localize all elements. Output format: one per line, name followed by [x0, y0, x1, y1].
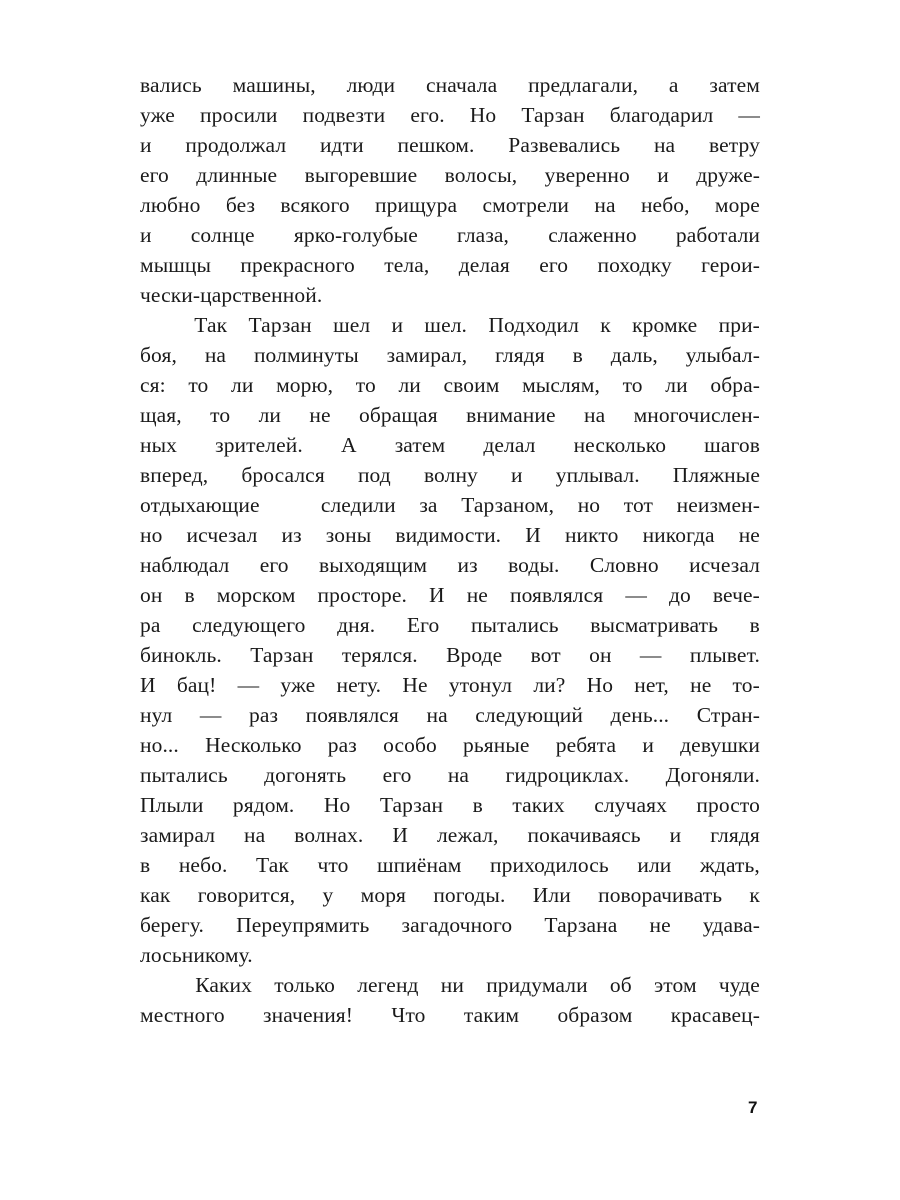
- text-line: [140, 970, 760, 1000]
- word: погоды.: [433, 883, 506, 907]
- word: идти: [319, 133, 364, 157]
- word: за: [419, 493, 438, 517]
- word: то: [622, 373, 643, 397]
- word: волну: [423, 463, 478, 487]
- word: любно: [140, 193, 201, 217]
- word: Что: [391, 1003, 426, 1027]
- word: нету.: [336, 673, 382, 697]
- word: прищура: [375, 193, 458, 217]
- word: море: [714, 193, 760, 217]
- word: появлялся: [509, 583, 604, 607]
- word: —: [625, 583, 647, 607]
- word: легенд: [357, 973, 419, 997]
- word: следующего: [192, 613, 306, 637]
- word: глядя: [710, 823, 760, 847]
- word: плывет.: [689, 643, 760, 667]
- word: А: [340, 433, 357, 457]
- word: тела,: [384, 253, 430, 277]
- word: шпиёнам: [377, 853, 462, 877]
- word: Так: [194, 313, 228, 337]
- word: но...: [140, 733, 179, 757]
- text-line: [140, 190, 760, 220]
- word: об: [609, 973, 632, 997]
- word: нул: [140, 703, 173, 727]
- paragraph: [140, 70, 760, 310]
- word: но: [140, 523, 163, 547]
- word: внимание: [466, 403, 556, 427]
- word: покачиваясь: [527, 823, 641, 847]
- word: то: [355, 373, 376, 397]
- word: в: [749, 613, 760, 637]
- word: отдыхающие: [140, 493, 260, 517]
- word: то-: [732, 673, 760, 697]
- word: Его: [406, 613, 440, 637]
- word: Тарзаном,: [461, 493, 555, 517]
- page-number: 7: [748, 1098, 758, 1117]
- word: И: [392, 823, 408, 847]
- text-line: [140, 520, 760, 550]
- word: герои-: [701, 253, 760, 277]
- word: боя,: [140, 343, 177, 367]
- word: небо.: [178, 853, 228, 877]
- word: —: [639, 643, 662, 667]
- word: моря: [360, 883, 407, 907]
- word: зоны: [325, 523, 372, 547]
- word: и: [657, 163, 669, 187]
- word: вече-: [712, 583, 760, 607]
- word: затем: [709, 73, 760, 97]
- word: Развевались: [508, 133, 621, 157]
- word: Не: [402, 673, 428, 697]
- word: глаза,: [457, 223, 510, 247]
- word: не: [649, 913, 671, 937]
- text-line: [140, 790, 760, 820]
- word: образом: [557, 1003, 633, 1027]
- text-line: [140, 370, 760, 400]
- text-line: [140, 70, 760, 100]
- word: появлялся: [305, 703, 399, 727]
- word: мышцы: [140, 253, 212, 277]
- word: гидроциклах.: [505, 763, 630, 787]
- word: своим: [443, 373, 500, 397]
- text-line: [140, 490, 760, 520]
- word: следующий: [475, 703, 583, 727]
- word: как: [140, 883, 171, 907]
- text-line: [140, 880, 760, 910]
- word: машины,: [232, 73, 316, 97]
- word: ра: [140, 613, 161, 637]
- word: рядом.: [232, 793, 295, 817]
- paragraph: [140, 970, 760, 1030]
- word: или: [637, 853, 672, 877]
- word: и: [140, 223, 152, 247]
- word: замирал,: [386, 343, 468, 367]
- word: делал: [483, 433, 536, 457]
- word: таким: [463, 1003, 520, 1027]
- text-line: [140, 310, 760, 340]
- word: и: [511, 463, 523, 487]
- word: не: [690, 673, 712, 697]
- word: —: [199, 703, 222, 727]
- text-line: [140, 820, 760, 850]
- word: уже: [140, 103, 175, 127]
- word: на: [244, 823, 266, 847]
- word: морю,: [276, 373, 334, 397]
- word: друже-: [696, 163, 760, 187]
- word: лежал,: [436, 823, 499, 847]
- word: на: [426, 703, 448, 727]
- word: Каких: [195, 973, 252, 997]
- word: тот: [623, 493, 654, 517]
- word: зрителей.: [215, 433, 303, 457]
- word: нет,: [634, 673, 669, 697]
- word: вались: [140, 73, 202, 97]
- text-line: [140, 730, 760, 760]
- word: его: [382, 763, 412, 787]
- word: в: [472, 793, 483, 817]
- word: Плыли: [140, 793, 204, 817]
- word: замирал: [140, 823, 216, 847]
- word: вот: [530, 643, 561, 667]
- word: его: [539, 253, 569, 277]
- word: уже: [280, 673, 316, 697]
- word: И: [140, 673, 156, 697]
- word: в: [572, 343, 583, 367]
- word: походку: [597, 253, 672, 277]
- text-line: [140, 850, 760, 880]
- word: красавец-: [670, 1003, 760, 1027]
- word: до: [668, 583, 691, 607]
- word: бинокль.: [140, 643, 222, 667]
- word: удава-: [702, 913, 760, 937]
- word: таких: [512, 793, 565, 817]
- text-line: [140, 430, 760, 460]
- word: берегу.: [140, 913, 204, 937]
- word: случаях: [594, 793, 667, 817]
- word: прекрасного: [240, 253, 355, 277]
- text-line: [140, 1000, 760, 1030]
- text-line: [140, 280, 760, 310]
- word: Несколько: [205, 733, 302, 757]
- word: он: [140, 583, 163, 607]
- word: шагов: [704, 433, 760, 457]
- paragraph: [140, 310, 760, 970]
- word: что: [317, 853, 349, 877]
- word: Подходил: [488, 313, 579, 337]
- text-line: [140, 220, 760, 250]
- word: ся:: [140, 373, 166, 397]
- word: пытались: [470, 613, 559, 637]
- word: дня.: [337, 613, 376, 637]
- word: ярко-голубые: [293, 223, 418, 247]
- word: на: [653, 133, 676, 157]
- word: И: [429, 583, 445, 607]
- word: догонять: [264, 763, 347, 787]
- word: выгоревшие: [304, 163, 418, 187]
- word: только: [274, 973, 336, 997]
- word: уплывал.: [555, 463, 640, 487]
- word: выходящим: [319, 553, 428, 577]
- word: предлагали,: [528, 73, 639, 97]
- word: девушки: [680, 733, 760, 757]
- word: значения!: [263, 1003, 354, 1027]
- word: ли: [258, 403, 282, 427]
- word: под: [357, 463, 391, 487]
- text-line: [140, 400, 760, 430]
- word: И: [525, 523, 541, 547]
- word: делая: [458, 253, 510, 277]
- word: Тарзана: [544, 913, 618, 937]
- text-line: [140, 460, 760, 490]
- word: особо: [383, 733, 437, 757]
- word: подвезти: [302, 103, 386, 127]
- word: улыбал-: [685, 343, 760, 367]
- word: на: [583, 403, 606, 427]
- word: шел: [333, 313, 371, 337]
- word: сначала: [425, 73, 498, 97]
- word: его.: [410, 103, 445, 127]
- word: день...: [610, 703, 670, 727]
- word: из: [281, 523, 302, 547]
- word: просили: [199, 103, 278, 127]
- word: никто: [564, 523, 619, 547]
- text-line: [140, 640, 760, 670]
- word: всякого: [280, 193, 350, 217]
- word: ждать,: [699, 853, 760, 877]
- word: ных: [140, 433, 178, 457]
- page-text-block: [140, 70, 760, 1030]
- word: Догоняли.: [665, 763, 760, 787]
- word: ребята: [555, 733, 617, 757]
- word: даль,: [610, 343, 658, 367]
- word: и: [669, 823, 682, 847]
- word: люди: [346, 73, 396, 97]
- word: просто: [696, 793, 760, 817]
- word: и: [140, 133, 152, 157]
- word: воды.: [508, 553, 560, 577]
- word: этом: [653, 973, 697, 997]
- word: в: [140, 853, 151, 877]
- word: ветру: [708, 133, 760, 157]
- word: продолжал: [185, 133, 287, 157]
- word: просторе.: [317, 583, 407, 607]
- word: Стран-: [696, 703, 760, 727]
- word: уверенно: [544, 163, 630, 187]
- word: местного: [140, 1003, 225, 1027]
- word: высматривать: [590, 613, 719, 637]
- word: то: [188, 373, 209, 397]
- word: и: [391, 313, 404, 337]
- word: смотрели: [482, 193, 570, 217]
- word: придумали: [486, 973, 588, 997]
- word: на: [204, 343, 227, 367]
- word: следили: [320, 493, 396, 517]
- word: Тарзан: [248, 313, 312, 337]
- word: Пляжные: [672, 463, 760, 487]
- word: исчезал: [689, 553, 760, 577]
- word: бац!: [176, 673, 217, 697]
- word: ли: [231, 373, 254, 397]
- word: к: [749, 883, 760, 907]
- word: длинные: [196, 163, 278, 187]
- text-line: [140, 550, 760, 580]
- word: терялся.: [341, 643, 418, 667]
- word: Или: [532, 883, 571, 907]
- word-gap: [283, 490, 297, 520]
- word: лось: [140, 943, 182, 967]
- word: рьяные: [463, 733, 530, 757]
- word: раз: [327, 733, 357, 757]
- word: его: [259, 553, 289, 577]
- word: мыслям,: [522, 373, 600, 397]
- word: Так: [256, 853, 289, 877]
- word: небо,: [640, 193, 690, 217]
- word: из: [457, 553, 478, 577]
- text-line: [140, 130, 760, 160]
- word: не: [309, 403, 331, 427]
- word: работали: [675, 223, 760, 247]
- word: видимости.: [395, 523, 502, 547]
- word: слаженно: [548, 223, 637, 247]
- text-line: [140, 910, 760, 940]
- word: наблюдал: [140, 553, 230, 577]
- word: обращая: [359, 403, 438, 427]
- text-line: [140, 760, 760, 790]
- word: пытались: [140, 763, 228, 787]
- word: —: [237, 673, 260, 697]
- word: поворачивать: [598, 883, 723, 907]
- word: обра-: [710, 373, 760, 397]
- word: Но: [586, 673, 614, 697]
- word: ли: [665, 373, 688, 397]
- word: у: [322, 883, 334, 907]
- word: ли: [398, 373, 421, 397]
- word: ни: [440, 973, 465, 997]
- text-line: [140, 580, 760, 610]
- word: кромке: [632, 313, 698, 337]
- word: к: [600, 313, 611, 337]
- word: Тарзан: [521, 103, 585, 127]
- word: он: [589, 643, 612, 667]
- word: солнце: [190, 223, 255, 247]
- word: но: [577, 493, 601, 517]
- word: бросался: [241, 463, 325, 487]
- word: Вроде: [446, 643, 503, 667]
- word: а: [668, 73, 679, 97]
- word: несколько: [573, 433, 667, 457]
- word: не: [466, 583, 488, 607]
- text-line: [140, 340, 760, 370]
- word: утонул: [448, 673, 513, 697]
- word: говорится,: [197, 883, 296, 907]
- word: вперед,: [140, 463, 209, 487]
- word: волосы,: [444, 163, 518, 187]
- word: многочислен-: [633, 403, 760, 427]
- word: Тарзан: [250, 643, 314, 667]
- word: морском: [216, 583, 296, 607]
- text-line: [140, 700, 760, 730]
- text-line: [140, 610, 760, 640]
- text-line: [140, 160, 760, 190]
- word: без: [225, 193, 256, 217]
- word: его: [140, 163, 169, 187]
- word: Но: [469, 103, 497, 127]
- word: при-: [718, 313, 760, 337]
- word: чески-царственной.: [140, 283, 323, 307]
- word: в: [184, 583, 195, 607]
- word: затем: [394, 433, 446, 457]
- word: глядя: [495, 343, 545, 367]
- text-line: [140, 670, 760, 700]
- word: пешком.: [397, 133, 475, 157]
- word: ли?: [533, 673, 566, 697]
- word: полминуты: [253, 343, 359, 367]
- word: чуде: [718, 973, 760, 997]
- text-line: [140, 100, 760, 130]
- word: не: [738, 523, 760, 547]
- word: на: [594, 193, 616, 217]
- word: раз: [249, 703, 279, 727]
- word: —: [738, 103, 760, 127]
- word: Тарзан: [379, 793, 444, 817]
- word: Переупрямить: [236, 913, 370, 937]
- word: и: [642, 733, 654, 757]
- word: щая,: [140, 403, 182, 427]
- word: волнах.: [294, 823, 364, 847]
- text-line: [140, 940, 760, 970]
- word: неизмен-: [676, 493, 760, 517]
- word: то: [210, 403, 231, 427]
- word: загадочного: [401, 913, 513, 937]
- word: Но: [323, 793, 351, 817]
- word: приходилось: [490, 853, 609, 877]
- word: никогда: [642, 523, 715, 547]
- word: шел.: [424, 313, 468, 337]
- word: на: [447, 763, 470, 787]
- word: никому.: [181, 943, 253, 967]
- word: благодарил: [609, 103, 714, 127]
- word: Словно: [589, 553, 659, 577]
- word: исчезал: [186, 523, 258, 547]
- text-line: [140, 250, 760, 280]
